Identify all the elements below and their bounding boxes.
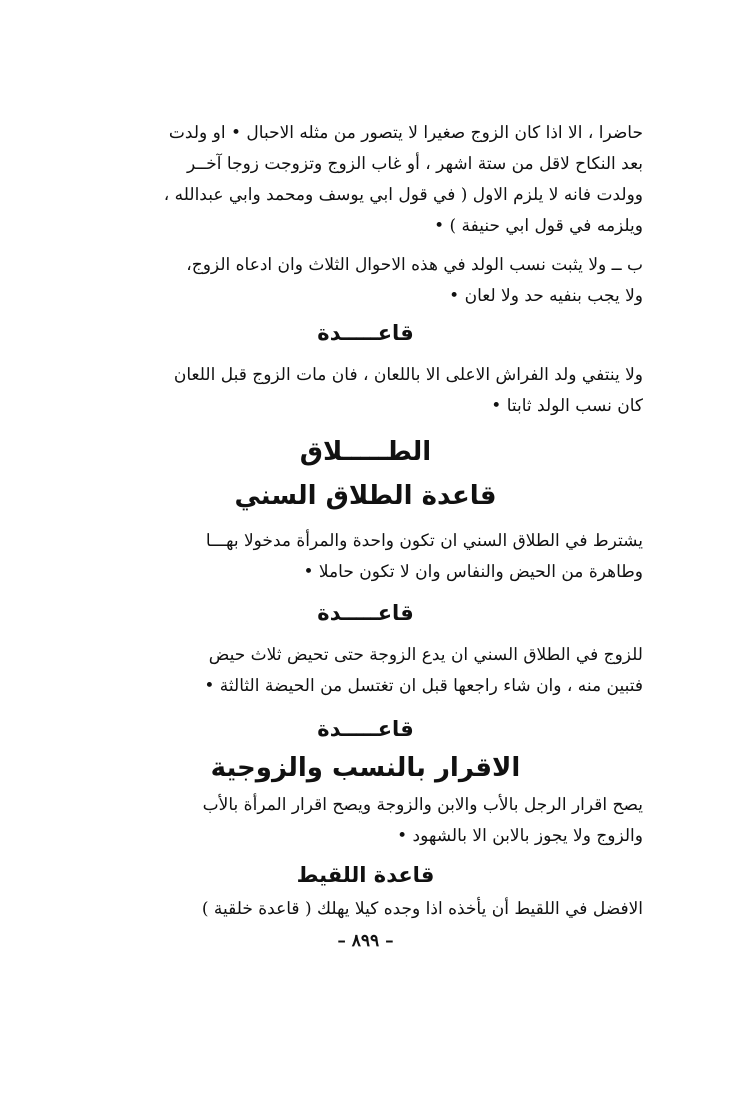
paragraph-5: [88, 640, 643, 702]
rule-heading-foundling: قاعدة اللقيط: [296, 863, 435, 887]
text-line: الافضل في اللقيط أن يأخذه اذا وجده كيلا يهلك ( قاعدة خلقية ): [201, 899, 643, 919]
text-line: يصح اقرار الرجل بالأب والابن والزوجة ويصح اقرار المرأة بالأب: [202, 795, 643, 815]
text-line: ولا ينتفي ولد الفراش الاعلى الا باللعان ، فان مات الزوج قبل اللعان: [173, 365, 643, 385]
paragraph-7: [88, 894, 643, 925]
text-line: وولدت فانه لا يلزم الاول ( في قول ابي يوسف ومحمد وابي عبدالله ،: [163, 185, 643, 205]
rule-heading: قاعـــــدة: [317, 321, 414, 345]
section-title-divorce: الطـــــلاق: [299, 437, 432, 467]
text-line: حاضرا ، الا اذا كان الزوج صغيرا لا يتصور من مثله الاحبال • او ولدت: [168, 123, 643, 143]
text-line: بعد النكاح لاقل من ستة اشهر ، أو غاب الزوج وتزوجت زوجا آخــر: [186, 154, 643, 174]
paragraph-6: [88, 790, 643, 852]
text-line: ب ــ ولا يثبت نسب الولد في هذه الاحوال الثلاث وان ادعاه الزوج،: [186, 255, 643, 275]
text-line: فتبين منه ، وان شاء راجعها قبل ان تغتسل من الحيضة الثالثة •: [204, 676, 643, 696]
paragraph-3: [88, 360, 643, 422]
text-line: والزوج ولا يجوز بالابن الا بالشهود •: [397, 826, 643, 846]
document-page: [88, 118, 643, 951]
paragraph-4: [88, 526, 643, 588]
rule-heading: قاعـــــدة: [317, 601, 414, 625]
paragraph-1: [88, 118, 643, 242]
text-line: للزوج في الطلاق السني ان يدع الزوجة حتى تحيض ثلاث حيض: [208, 645, 643, 665]
text-line: يشترط في الطلاق السني ان تكون واحدة والمرأة مدخولا بهـــا: [205, 531, 643, 551]
paragraph-2: [88, 250, 643, 312]
text-line: وطاهرة من الحيض والنفاس وان لا تكون حاملا •: [303, 562, 643, 582]
section-subtitle-sunni-divorce: قاعدة الطلاق السني: [234, 481, 497, 511]
rule-heading: قاعـــــدة: [317, 717, 414, 741]
page-number: – ٨٩٩ –: [337, 931, 394, 951]
text-line: ويلزمه في قول ابي حنيفة ) •: [434, 216, 643, 236]
section-title-acknowledgment: الاقرار بالنسب والزوجية: [210, 753, 521, 783]
text-line: ولا يجب بنفيه حد ولا لعان •: [449, 286, 643, 306]
text-line: كان نسب الولد ثابتا •: [491, 396, 643, 416]
